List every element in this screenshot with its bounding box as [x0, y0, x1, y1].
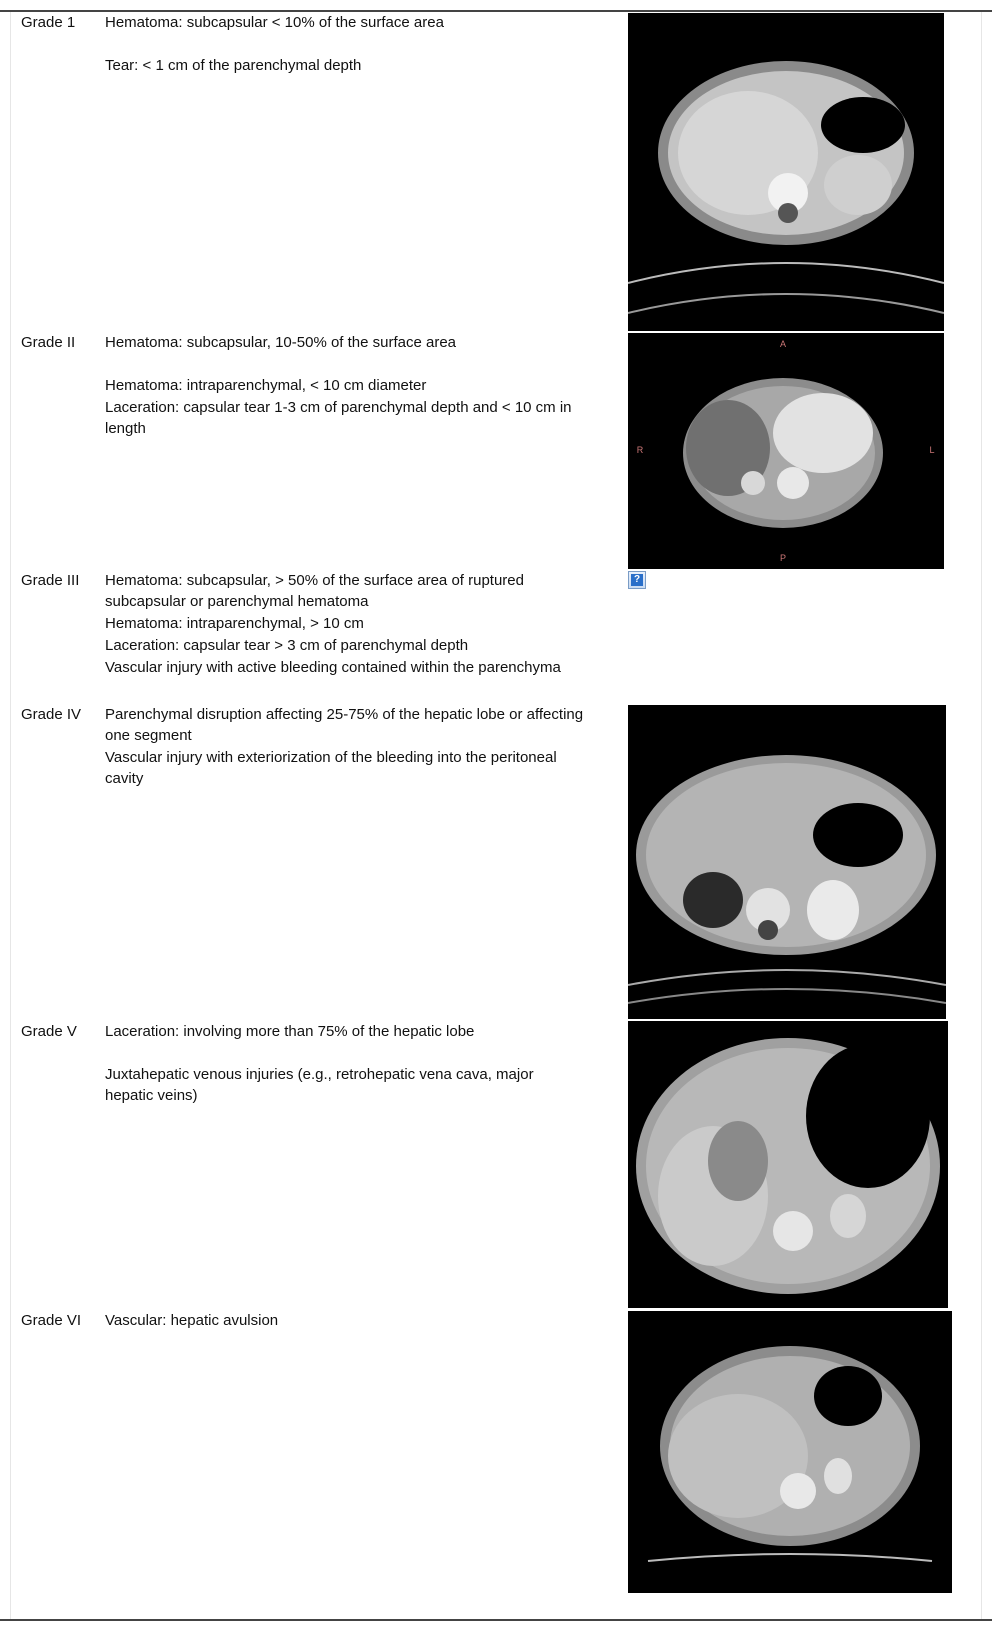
table-bottom-rule [0, 1619, 992, 1621]
grade-label: Grade II [21, 334, 76, 351]
description-line: Hematoma: intraparenchymal, < 10 cm diameter [105, 377, 427, 394]
grade-description [105, 704, 585, 790]
description-line: Hematoma: subcapsular, > 50% of the surface area of ruptured subcapsular or parenchymal hematoma [105, 572, 524, 610]
description-line: Laceration: involving more than 75% of the hepatic lobe [105, 1023, 475, 1040]
ct-scan-grade-2-image [628, 333, 944, 569]
description-line: Hematoma: subcapsular, 10-50% of the surface area [105, 334, 457, 351]
grade-label: Grade III [21, 572, 80, 589]
grade-label: Grade 1 [21, 14, 76, 31]
ct-scan-grade-4-image [628, 705, 946, 1019]
grade-description [105, 1021, 585, 1107]
broken-image-glyph: ? [631, 574, 643, 586]
grade-description [105, 1310, 585, 1332]
grade-description [105, 12, 585, 77]
grade-label: Grade IV [21, 706, 82, 723]
ct-scan-grade-5-image [628, 1021, 948, 1308]
ct-scan-grade-6-image [628, 1311, 952, 1593]
orientation-label: R [636, 445, 644, 455]
description-line: Juxtahepatic venous injuries (e.g., retrohepatic vena cava, major hepatic veins) [105, 1066, 534, 1104]
description-line: Laceration: capsular tear > 3 cm of parenchymal depth [105, 637, 469, 654]
description-line: Vascular injury with exteriorization of the bleeding into the peritoneal cavity [105, 749, 557, 787]
orientation-label: L [929, 445, 935, 455]
broken-image-icon [628, 571, 646, 589]
description-line: Tear: < 1 cm of the parenchymal depth [105, 57, 362, 74]
ct-scan-grade-1-image [628, 13, 944, 331]
grade-label: Grade VI [21, 1312, 82, 1329]
grade-description [105, 332, 585, 440]
grade-label: Grade V [21, 1023, 77, 1040]
description-line: Vascular injury with active bleeding contained within the parenchyma [105, 659, 561, 676]
orientation-label: P [779, 553, 787, 563]
description-line: Parenchymal disruption affecting 25-75% of the hepatic lobe or affecting one segment [105, 706, 584, 744]
description-line: Laceration: capsular tear 1-3 cm of parenchymal depth and < 10 cm in length [105, 399, 572, 437]
grade-description [105, 570, 585, 679]
orientation-label: A [779, 339, 787, 349]
description-line: Vascular: hepatic avulsion [105, 1312, 279, 1329]
description-line: Hematoma: intraparenchymal, > 10 cm [105, 615, 364, 632]
description-line: Hematoma: subcapsular < 10% of the surface area [105, 14, 444, 31]
